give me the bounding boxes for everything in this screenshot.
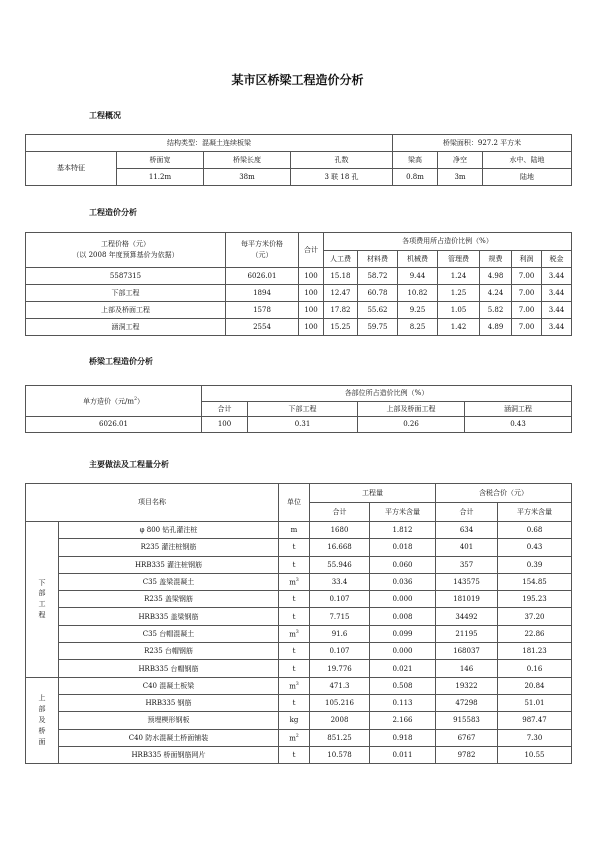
table-cell: 143575 bbox=[436, 573, 498, 590]
table-header-cell: 税金 bbox=[542, 251, 572, 268]
section-heading-cost: 工程造价分析 bbox=[89, 208, 137, 217]
table-cell: 19322 bbox=[436, 677, 498, 694]
table-cell: 987.47 bbox=[498, 712, 572, 729]
table-cell: 401 bbox=[436, 539, 498, 556]
group-label-substructure: 下 部 工 程 bbox=[26, 522, 59, 678]
table-cell: 100 bbox=[299, 302, 324, 319]
table-cell: 38m bbox=[204, 169, 291, 186]
unit-cell: t bbox=[279, 660, 310, 677]
item-name-cell: C40 混凝土板梁 bbox=[59, 677, 279, 694]
overview-table bbox=[25, 134, 572, 186]
table-row bbox=[26, 677, 572, 694]
table-row bbox=[26, 746, 572, 763]
table-cell: 1.24 bbox=[438, 268, 480, 285]
table-row bbox=[26, 694, 572, 711]
table-cell: 6026.01 bbox=[26, 417, 202, 433]
table-header-cell: 平方米含量 bbox=[370, 503, 436, 522]
table-cell: 3m bbox=[438, 169, 483, 186]
table-cell: 634 bbox=[436, 522, 498, 539]
table-row bbox=[26, 319, 572, 336]
table-cell: 2.166 bbox=[370, 712, 436, 729]
table-cell: 1680 bbox=[310, 522, 370, 539]
bridge-cost-table bbox=[25, 385, 572, 433]
table-cell: 7.00 bbox=[512, 285, 542, 302]
table-cell: 0.918 bbox=[370, 729, 436, 746]
table-row bbox=[26, 302, 572, 319]
table-cell: 0.508 bbox=[370, 677, 436, 694]
table-cell: 0.021 bbox=[370, 660, 436, 677]
table-cell: 37.20 bbox=[498, 608, 572, 625]
unit-header: 单位 bbox=[279, 484, 310, 522]
table-header-cell: 合计 bbox=[202, 402, 248, 417]
table-cell: 1.25 bbox=[438, 285, 480, 302]
section-heading-bridge: 桥梁工程造价分析 bbox=[89, 357, 153, 366]
table-cell: 154.85 bbox=[498, 573, 572, 590]
table-cell: 100 bbox=[202, 417, 248, 433]
table-cell: 0.113 bbox=[370, 694, 436, 711]
table-row bbox=[26, 285, 572, 302]
table-cell: 60.78 bbox=[358, 285, 398, 302]
table-cell: 91.6 bbox=[310, 625, 370, 642]
table-cell: 0.16 bbox=[498, 660, 572, 677]
table-header-cell: 人工费 bbox=[324, 251, 358, 268]
table-row bbox=[26, 268, 572, 285]
item-name-cell: R235 灌注桩钢筋 bbox=[59, 539, 279, 556]
table-cell: 0.26 bbox=[358, 417, 465, 433]
table-cell: 19.776 bbox=[310, 660, 370, 677]
table-cell: 20.84 bbox=[498, 677, 572, 694]
table-cell: 51.01 bbox=[498, 694, 572, 711]
table-header-cell: 材料费 bbox=[358, 251, 398, 268]
table-cell: 4.89 bbox=[480, 319, 512, 336]
table-cell: 7.00 bbox=[512, 268, 542, 285]
table-cell: 16.668 bbox=[310, 539, 370, 556]
section-heading-overview: 工程概况 bbox=[89, 111, 121, 120]
table-cell: 0.011 bbox=[370, 746, 436, 763]
table-cell: 168037 bbox=[436, 643, 498, 660]
item-name-cell: HRB335 盖梁钢筋 bbox=[59, 608, 279, 625]
table-header-cell: 管理费 bbox=[438, 251, 480, 268]
structure-type: 结构类型：混凝土连续板梁 bbox=[26, 135, 393, 152]
table-cell: 0.107 bbox=[310, 643, 370, 660]
table-row bbox=[26, 556, 572, 573]
table-cell: 0.43 bbox=[465, 417, 572, 433]
table-cell: 3.44 bbox=[542, 319, 572, 336]
table-header-cell: 机械费 bbox=[398, 251, 438, 268]
table-cell: 0.008 bbox=[370, 608, 436, 625]
table-cell: 915583 bbox=[436, 712, 498, 729]
bridge-area: 桥梁面积：927.2 平方米 bbox=[393, 135, 572, 152]
table-cell: 17.82 bbox=[324, 302, 358, 319]
table-header-cell: 上部及桥面工程 bbox=[358, 402, 465, 417]
table-cell: 0.107 bbox=[310, 591, 370, 608]
table-header-cell: 梁高 bbox=[393, 152, 438, 169]
table-cell: 3 联 18 孔 bbox=[291, 169, 393, 186]
table-cell: 100 bbox=[299, 268, 324, 285]
table-header-cell: 桥面宽 bbox=[117, 152, 204, 169]
table-cell: 4.98 bbox=[480, 268, 512, 285]
table-cell: 6026.01 bbox=[226, 268, 299, 285]
table-cell: 15.18 bbox=[324, 268, 358, 285]
unit-cell: t bbox=[279, 539, 310, 556]
table-header-cell: 净空 bbox=[438, 152, 483, 169]
table-cell: 0.8m bbox=[393, 169, 438, 186]
table-cell: 1.812 bbox=[370, 522, 436, 539]
item-name-cell: HRB335 桥面钢筋网片 bbox=[59, 746, 279, 763]
table-cell: 195.23 bbox=[498, 591, 572, 608]
cost-table bbox=[25, 232, 572, 336]
table-row bbox=[26, 643, 572, 660]
item-name-cell: 预埋楔形钢板 bbox=[59, 712, 279, 729]
unit-cell: t bbox=[279, 694, 310, 711]
cost-total-header: 合计 bbox=[299, 233, 324, 268]
table-cell: 181.23 bbox=[498, 643, 572, 660]
table-cell: 100 bbox=[299, 285, 324, 302]
table-cell: 181019 bbox=[436, 591, 498, 608]
table-cell: 8.25 bbox=[398, 319, 438, 336]
table-cell: 59.75 bbox=[358, 319, 398, 336]
table-cell: 3.44 bbox=[542, 285, 572, 302]
table-row bbox=[26, 417, 572, 433]
table-cell: 34492 bbox=[436, 608, 498, 625]
unit-cell: $m^2$ bbox=[279, 729, 310, 746]
cost-unit-price-header: 每平方米价格 （元） bbox=[226, 233, 299, 268]
table-cell: 4.24 bbox=[480, 285, 512, 302]
table-cell: 2008 bbox=[310, 712, 370, 729]
table-cell: 0.43 bbox=[498, 539, 572, 556]
group-label-superstructure: 上 部 及 桥 面 bbox=[26, 677, 59, 763]
table-cell: 3.44 bbox=[542, 302, 572, 319]
table-cell: 0.68 bbox=[498, 522, 572, 539]
table-row bbox=[26, 625, 572, 642]
table-cell: 5587315 bbox=[26, 268, 226, 285]
unit-cell: t bbox=[279, 608, 310, 625]
table-header-cell: 孔数 bbox=[291, 152, 393, 169]
table-cell: 12.47 bbox=[324, 285, 358, 302]
table-cell: 2554 bbox=[226, 319, 299, 336]
table-cell: 105.216 bbox=[310, 694, 370, 711]
table-cell: 7.00 bbox=[512, 302, 542, 319]
unit-cell: t bbox=[279, 643, 310, 660]
unit-cell: t bbox=[279, 556, 310, 573]
table-cell: 22.86 bbox=[498, 625, 572, 642]
table-cell: 0.39 bbox=[498, 556, 572, 573]
unit-cell: m bbox=[279, 522, 310, 539]
table-cell: 9.44 bbox=[398, 268, 438, 285]
table-cell: 0.31 bbox=[248, 417, 358, 433]
table-row bbox=[26, 660, 572, 677]
table-cell: 58.72 bbox=[358, 268, 398, 285]
table-cell: 0.000 bbox=[370, 643, 436, 660]
table-cell: 0.099 bbox=[370, 625, 436, 642]
table-cell: 0.018 bbox=[370, 539, 436, 556]
table-cell: 7.715 bbox=[310, 608, 370, 625]
table-cell: 9.25 bbox=[398, 302, 438, 319]
item-name-cell: C35 盖梁混凝土 bbox=[59, 573, 279, 590]
page-title: 某市区桥梁工程造价分析 bbox=[231, 73, 364, 87]
quantity-table bbox=[25, 483, 572, 764]
item-name-header: 项目名称 bbox=[26, 484, 279, 522]
table-cell: 11.2m bbox=[117, 169, 204, 186]
table-cell: 146 bbox=[436, 660, 498, 677]
item-name-cell: HRB335 灌注桩钢筋 bbox=[59, 556, 279, 573]
table-cell: 100 bbox=[299, 319, 324, 336]
item-name-cell: φ 800 钻孔灌注桩 bbox=[59, 522, 279, 539]
table-row bbox=[26, 573, 572, 590]
unit-cell: kg bbox=[279, 712, 310, 729]
table-cell: 5.82 bbox=[480, 302, 512, 319]
table-row bbox=[26, 608, 572, 625]
item-name-cell: R235 盖梁钢筋 bbox=[59, 591, 279, 608]
table-cell: 33.4 bbox=[310, 573, 370, 590]
table-header-cell: 水中、陆地 bbox=[483, 152, 572, 169]
unit-cell: $m^3$ bbox=[279, 625, 310, 642]
table-row bbox=[26, 539, 572, 556]
table-cell: 陆地 bbox=[483, 169, 572, 186]
table-cell: 21195 bbox=[436, 625, 498, 642]
table-cell: 6767 bbox=[436, 729, 498, 746]
table-cell: 55.946 bbox=[310, 556, 370, 573]
table-header-cell: 桥梁长度 bbox=[204, 152, 291, 169]
table-cell: 1.42 bbox=[438, 319, 480, 336]
table-header-cell: 下部工程 bbox=[248, 402, 358, 417]
table-cell: 1894 bbox=[226, 285, 299, 302]
item-name-cell: C35 台帽混凝土 bbox=[59, 625, 279, 642]
table-cell: 357 bbox=[436, 556, 498, 573]
table-cell: 7.00 bbox=[512, 319, 542, 336]
table-cell: 1578 bbox=[226, 302, 299, 319]
cost-price-header: 工程价格（元） （以 2008 年度预算基价为依据） bbox=[26, 233, 226, 268]
part-ratio-header: 各部位所占造价比例（%） bbox=[202, 386, 572, 402]
quantity-header: 工程量 bbox=[310, 484, 436, 503]
cost-ratio-header: 各项费用所占造价比例（%） bbox=[324, 233, 572, 251]
table-cell: 10.578 bbox=[310, 746, 370, 763]
table-header-cell: 平方米含量 bbox=[498, 503, 572, 522]
table-cell: 15.25 bbox=[324, 319, 358, 336]
table-row bbox=[26, 712, 572, 729]
unit-cell: $m^3$ bbox=[279, 677, 310, 694]
table-cell: 471.3 bbox=[310, 677, 370, 694]
unit-cell: $m^3$ bbox=[279, 573, 310, 590]
basic-features-label: 基本特征 bbox=[26, 152, 117, 186]
tax-price-header: 含税合价（元） bbox=[436, 484, 572, 503]
table-header-cell: 涵洞工程 bbox=[465, 402, 572, 417]
table-header-cell: 合计 bbox=[436, 503, 498, 522]
table-cell: 10.55 bbox=[498, 746, 572, 763]
table-cell: 55.62 bbox=[358, 302, 398, 319]
table-cell: 0.000 bbox=[370, 591, 436, 608]
table-cell: 涵洞工程 bbox=[26, 319, 226, 336]
table-row bbox=[26, 522, 572, 539]
table-cell: 10.82 bbox=[398, 285, 438, 302]
table-cell: 1.05 bbox=[438, 302, 480, 319]
table-cell: 0.036 bbox=[370, 573, 436, 590]
table-cell: 47298 bbox=[436, 694, 498, 711]
table-cell: 3.44 bbox=[542, 268, 572, 285]
unit-cost-header: 单方造价（元$/m^2$） bbox=[26, 386, 202, 417]
section-heading-main: 主要做法及工程量分析 bbox=[89, 460, 169, 469]
item-name-cell: HRB335 台帽钢筋 bbox=[59, 660, 279, 677]
table-cell: 7.30 bbox=[498, 729, 572, 746]
item-name-cell: R235 台帽钢筋 bbox=[59, 643, 279, 660]
unit-cell: t bbox=[279, 746, 310, 763]
table-header-cell: 合计 bbox=[310, 503, 370, 522]
item-name-cell: C40 防水混凝土桥面铺装 bbox=[59, 729, 279, 746]
unit-cell: t bbox=[279, 591, 310, 608]
table-cell: 上部及桥面工程 bbox=[26, 302, 226, 319]
table-cell: 851.25 bbox=[310, 729, 370, 746]
table-row bbox=[26, 729, 572, 746]
table-cell: 0.060 bbox=[370, 556, 436, 573]
table-cell: 9782 bbox=[436, 746, 498, 763]
table-cell: 下部工程 bbox=[26, 285, 226, 302]
table-row bbox=[26, 591, 572, 608]
table-header-cell: 利润 bbox=[512, 251, 542, 268]
item-name-cell: HRB335 钢筋 bbox=[59, 694, 279, 711]
table-header-cell: 规费 bbox=[480, 251, 512, 268]
